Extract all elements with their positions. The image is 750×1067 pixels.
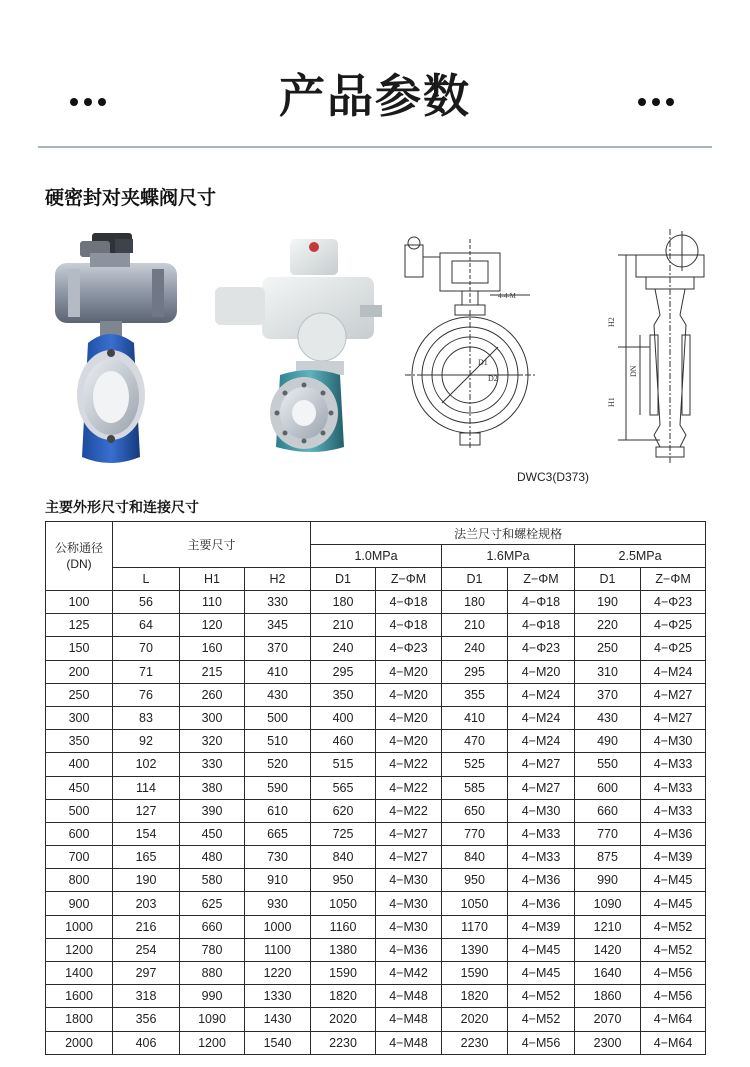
section-title: 硬密封对夹蝶阀尺寸	[45, 187, 217, 209]
table-cell: 4−M20	[376, 706, 442, 729]
table-cell: 4−M24	[641, 660, 706, 683]
table-cell: 4−M56	[641, 985, 706, 1008]
table-cell: 127	[113, 799, 180, 822]
header-col-d1-c: D1	[575, 568, 641, 591]
table-cell: 4−M33	[641, 776, 706, 799]
table-cell: 4−M52	[508, 1008, 575, 1031]
table-cell: 356	[113, 1008, 180, 1031]
table-cell: 730	[245, 846, 311, 869]
table-cell: 220	[575, 614, 641, 637]
table-cell: 1820	[442, 985, 508, 1008]
table-cell-dn: 1000	[46, 915, 113, 938]
table-cell: 4−Φ18	[376, 591, 442, 614]
table-cell-dn: 500	[46, 799, 113, 822]
table-cell: 4−M30	[508, 799, 575, 822]
table-cell: 580	[180, 869, 245, 892]
table-cell: 590	[245, 776, 311, 799]
table-cell: 4−M45	[641, 892, 706, 915]
table-cell: 300	[180, 706, 245, 729]
table-cell: 355	[442, 683, 508, 706]
table-cell: 4−M39	[508, 915, 575, 938]
table-cell: 114	[113, 776, 180, 799]
table-cell-dn: 1800	[46, 1008, 113, 1031]
table-cell: 1640	[575, 962, 641, 985]
model-label: DWC3(D373)	[517, 470, 590, 484]
table-cell: 1200	[180, 1031, 245, 1054]
table-cell-dn: 350	[46, 730, 113, 753]
table-cell: 4−M22	[376, 776, 442, 799]
table-cell: 4−M20	[508, 660, 575, 683]
table-cell: 83	[113, 706, 180, 729]
side-view-drawing	[618, 229, 704, 465]
table-cell: 600	[575, 776, 641, 799]
table-cell-dn: 100	[46, 591, 113, 614]
table-cell: 930	[245, 892, 311, 915]
table-row	[46, 985, 706, 1008]
table-cell: 70	[113, 637, 180, 660]
table-cell: 4−M48	[376, 985, 442, 1008]
table-cell: 1380	[311, 938, 376, 961]
product-illustrations	[0, 225, 750, 495]
table-cell: 295	[442, 660, 508, 683]
table-cell: 770	[442, 822, 508, 845]
pneumatic-valve-photo	[55, 233, 177, 463]
header-col-d1-a: D1	[311, 568, 376, 591]
table-row	[46, 799, 706, 822]
table-cell: 350	[311, 683, 376, 706]
table-cell: 92	[113, 730, 180, 753]
table-cell: 2230	[311, 1031, 376, 1054]
table-cell: 1100	[245, 938, 311, 961]
table-cell: 515	[311, 753, 376, 776]
table-cell: 210	[311, 614, 376, 637]
header-nominal-diameter: 公称通径 (DN)	[46, 522, 113, 591]
table-cell: 1590	[311, 962, 376, 985]
table-cell: 4−M45	[508, 938, 575, 961]
table-cell: 4−M64	[641, 1031, 706, 1054]
table-cell: 4−M27	[641, 683, 706, 706]
table-cell: 4−Φ25	[641, 637, 706, 660]
table-cell: 4−M27	[508, 776, 575, 799]
table-row	[46, 776, 706, 799]
table-cell-dn: 900	[46, 892, 113, 915]
table-cell: 1050	[311, 892, 376, 915]
table-cell: 56	[113, 591, 180, 614]
table-cell: 510	[245, 730, 311, 753]
table-cell: 160	[180, 637, 245, 660]
table-cell: 250	[575, 637, 641, 660]
table-cell: 4−M24	[508, 730, 575, 753]
table-cell: 610	[245, 799, 311, 822]
table-cell: 665	[245, 822, 311, 845]
table-cell: 625	[180, 892, 245, 915]
table-cell: 4−Φ23	[641, 591, 706, 614]
table-cell: 4−M52	[641, 938, 706, 961]
table-cell-dn: 2000	[46, 1031, 113, 1054]
table-cell: 165	[113, 846, 180, 869]
table-cell: 2070	[575, 1008, 641, 1031]
table-cell: 770	[575, 822, 641, 845]
header-pressure-1: 1.0MPa	[311, 545, 442, 568]
table-cell: 4−M64	[641, 1008, 706, 1031]
table-cell: 990	[575, 869, 641, 892]
table-cell: 620	[311, 799, 376, 822]
table-cell: 2230	[442, 1031, 508, 1054]
table-row	[46, 660, 706, 683]
table-cell: 215	[180, 660, 245, 683]
table-cell: 4−M42	[376, 962, 442, 985]
table-cell: 180	[442, 591, 508, 614]
table-body	[46, 591, 706, 1055]
table-cell: 120	[180, 614, 245, 637]
table-cell: 4−M30	[376, 892, 442, 915]
table-cell: 585	[442, 776, 508, 799]
table-cell: 990	[180, 985, 245, 1008]
header-col-d1-b: D1	[442, 568, 508, 591]
front-view-drawing	[405, 237, 535, 450]
page-title: 产品参数	[279, 69, 471, 123]
table-cell: 400	[311, 706, 376, 729]
table-cell: 76	[113, 683, 180, 706]
table-row	[46, 591, 706, 614]
table-cell-dn: 125	[46, 614, 113, 637]
table-cell: 318	[113, 985, 180, 1008]
table-cell: 910	[245, 869, 311, 892]
table-cell: 1420	[575, 938, 641, 961]
table-cell: 4−Φ18	[376, 614, 442, 637]
table-cell: 4−M48	[376, 1008, 442, 1031]
table-cell: 330	[180, 753, 245, 776]
table-cell: 345	[245, 614, 311, 637]
table-cell-dn: 1400	[46, 962, 113, 985]
table-cell: 950	[311, 869, 376, 892]
table-cell: 1210	[575, 915, 641, 938]
table-cell: 4−M36	[641, 822, 706, 845]
table-cell: 430	[245, 683, 311, 706]
table-row	[46, 1031, 706, 1054]
table-cell: 4−M27	[508, 753, 575, 776]
table-cell: 406	[113, 1031, 180, 1054]
table-cell: 260	[180, 683, 245, 706]
electric-valve-photo	[215, 239, 382, 452]
d2-label: D2	[488, 374, 498, 383]
table-cell: 64	[113, 614, 180, 637]
table-row	[46, 637, 706, 660]
table-cell: 840	[311, 846, 376, 869]
table-cell: 460	[311, 730, 376, 753]
h2-label: H2	[607, 317, 616, 327]
dn-label: DN	[629, 365, 638, 377]
table-cell: 240	[311, 637, 376, 660]
table-cell: 4−M20	[376, 683, 442, 706]
table-cell: 410	[442, 706, 508, 729]
table-cell: 2020	[442, 1008, 508, 1031]
table-cell: 4−M56	[641, 962, 706, 985]
table-cell: 4−M52	[641, 915, 706, 938]
table-cell: 4−M39	[641, 846, 706, 869]
table-row	[46, 938, 706, 961]
table-cell: 4−Φ18	[508, 614, 575, 637]
table-cell: 1090	[180, 1008, 245, 1031]
table-row	[46, 846, 706, 869]
table-row	[46, 753, 706, 776]
table-cell: 154	[113, 822, 180, 845]
header-flange-spec: 法兰尺寸和螺栓规格	[311, 522, 706, 545]
table-cell-dn: 150	[46, 637, 113, 660]
table-cell: 840	[442, 846, 508, 869]
table-cell: 4−M30	[376, 915, 442, 938]
table-cell: 950	[442, 869, 508, 892]
table-row	[46, 822, 706, 845]
table-cell-dn: 200	[46, 660, 113, 683]
header-main-dimensions: 主要尺寸	[113, 522, 311, 568]
header-pressure-2: 1.6MPa	[442, 545, 575, 568]
table-cell-dn: 800	[46, 869, 113, 892]
table-cell: 520	[245, 753, 311, 776]
table-cell: 4−M36	[508, 892, 575, 915]
table-cell-dn: 400	[46, 753, 113, 776]
table-cell: 295	[311, 660, 376, 683]
table-cell: 4−M56	[508, 1031, 575, 1054]
table-cell: 4−M20	[376, 660, 442, 683]
table-cell: 297	[113, 962, 180, 985]
table-cell: 1170	[442, 915, 508, 938]
header-col-h2: H2	[245, 568, 311, 591]
dimension-table	[45, 521, 706, 1055]
table-cell: 1430	[245, 1008, 311, 1031]
table-cell: 4−Φ18	[508, 591, 575, 614]
bolt-spec-label: 4-4-M	[498, 292, 516, 300]
table-cell: 480	[180, 846, 245, 869]
table-cell: 4−M27	[641, 706, 706, 729]
table-cell: 4−M33	[641, 799, 706, 822]
header-col-h1: H1	[180, 568, 245, 591]
header-col-zm-a: Z−ΦM	[376, 568, 442, 591]
table-cell: 4−M52	[508, 985, 575, 1008]
table-cell: 380	[180, 776, 245, 799]
table-cell: 4−M27	[376, 822, 442, 845]
table-cell: 4−M20	[376, 730, 442, 753]
table-cell: 4−M36	[376, 938, 442, 961]
table-cell: 780	[180, 938, 245, 961]
table-row	[46, 1008, 706, 1031]
table-cell: 210	[442, 614, 508, 637]
table-cell: 4−M22	[376, 753, 442, 776]
table-cell: 4−M45	[508, 962, 575, 985]
table-row	[46, 962, 706, 985]
header-divider	[38, 146, 712, 148]
h1-label: H1	[607, 397, 616, 407]
table-row	[46, 683, 706, 706]
table-cell: 1820	[311, 985, 376, 1008]
header-pressure-3: 2.5MPa	[575, 545, 706, 568]
table-cell: 1090	[575, 892, 641, 915]
table-cell: 470	[442, 730, 508, 753]
table-cell: 4−M27	[376, 846, 442, 869]
table-cell: 500	[245, 706, 311, 729]
table-cell: 410	[245, 660, 311, 683]
table-cell: 725	[311, 822, 376, 845]
table-cell: 310	[575, 660, 641, 683]
table-cell: 4−M33	[508, 846, 575, 869]
table-cell: 1390	[442, 938, 508, 961]
table-cell: 4−M22	[376, 799, 442, 822]
table-cell: 4−M48	[376, 1031, 442, 1054]
table-cell: 660	[575, 799, 641, 822]
table-cell: 190	[575, 591, 641, 614]
table-cell: 4−M30	[641, 730, 706, 753]
table-cell: 320	[180, 730, 245, 753]
table-cell: 4−M45	[641, 869, 706, 892]
header-col-l: L	[113, 568, 180, 591]
table-cell: 4−Φ25	[641, 614, 706, 637]
table-cell: 2300	[575, 1031, 641, 1054]
table-cell: 2020	[311, 1008, 376, 1031]
table-cell: 4−Φ23	[508, 637, 575, 660]
table-cell: 490	[575, 730, 641, 753]
table-cell: 370	[245, 637, 311, 660]
table-row	[46, 869, 706, 892]
table-cell: 650	[442, 799, 508, 822]
table-cell: 4−M30	[376, 869, 442, 892]
table-cell: 180	[311, 591, 376, 614]
table-cell: 4−M24	[508, 706, 575, 729]
table-row	[46, 730, 706, 753]
table-cell: 880	[180, 962, 245, 985]
table-cell: 1000	[245, 915, 311, 938]
table-cell: 550	[575, 753, 641, 776]
table-cell: 370	[575, 683, 641, 706]
table-cell-dn: 450	[46, 776, 113, 799]
table-cell: 240	[442, 637, 508, 660]
table-cell: 110	[180, 591, 245, 614]
table-cell: 4−Φ23	[376, 637, 442, 660]
header-col-zm-c: Z−ΦM	[641, 568, 706, 591]
table-cell: 390	[180, 799, 245, 822]
table-cell: 4−M24	[508, 683, 575, 706]
decorative-dots-right	[638, 98, 674, 106]
table-cell: 450	[180, 822, 245, 845]
table-cell: 660	[180, 915, 245, 938]
table-cell-dn: 250	[46, 683, 113, 706]
table-cell-dn: 600	[46, 822, 113, 845]
table-cell: 1160	[311, 915, 376, 938]
table-cell: 71	[113, 660, 180, 683]
table-cell-dn: 1200	[46, 938, 113, 961]
table-cell: 102	[113, 753, 180, 776]
table-cell: 875	[575, 846, 641, 869]
header-col-zm-b: Z−ΦM	[508, 568, 575, 591]
table-cell: 4−M33	[508, 822, 575, 845]
table-row	[46, 706, 706, 729]
table-title: 主要外形尺寸和连接尺寸	[45, 500, 199, 516]
table-cell: 203	[113, 892, 180, 915]
table-cell: 565	[311, 776, 376, 799]
d1-label: D1	[478, 358, 488, 367]
table-cell-dn: 1600	[46, 985, 113, 1008]
table-row	[46, 915, 706, 938]
table-cell: 4−M33	[641, 753, 706, 776]
table-cell: 1220	[245, 962, 311, 985]
page-header	[0, 0, 750, 150]
table-cell: 216	[113, 915, 180, 938]
table-cell: 190	[113, 869, 180, 892]
table-cell-dn: 300	[46, 706, 113, 729]
table-cell: 1590	[442, 962, 508, 985]
table-row	[46, 892, 706, 915]
table-cell: 330	[245, 591, 311, 614]
table-cell: 1330	[245, 985, 311, 1008]
table-cell: 525	[442, 753, 508, 776]
table-cell-dn: 700	[46, 846, 113, 869]
table-cell: 1540	[245, 1031, 311, 1054]
table-cell: 1050	[442, 892, 508, 915]
table-row	[46, 614, 706, 637]
table-cell: 430	[575, 706, 641, 729]
table-cell: 254	[113, 938, 180, 961]
table-cell: 1860	[575, 985, 641, 1008]
table-cell: 4−M36	[508, 869, 575, 892]
